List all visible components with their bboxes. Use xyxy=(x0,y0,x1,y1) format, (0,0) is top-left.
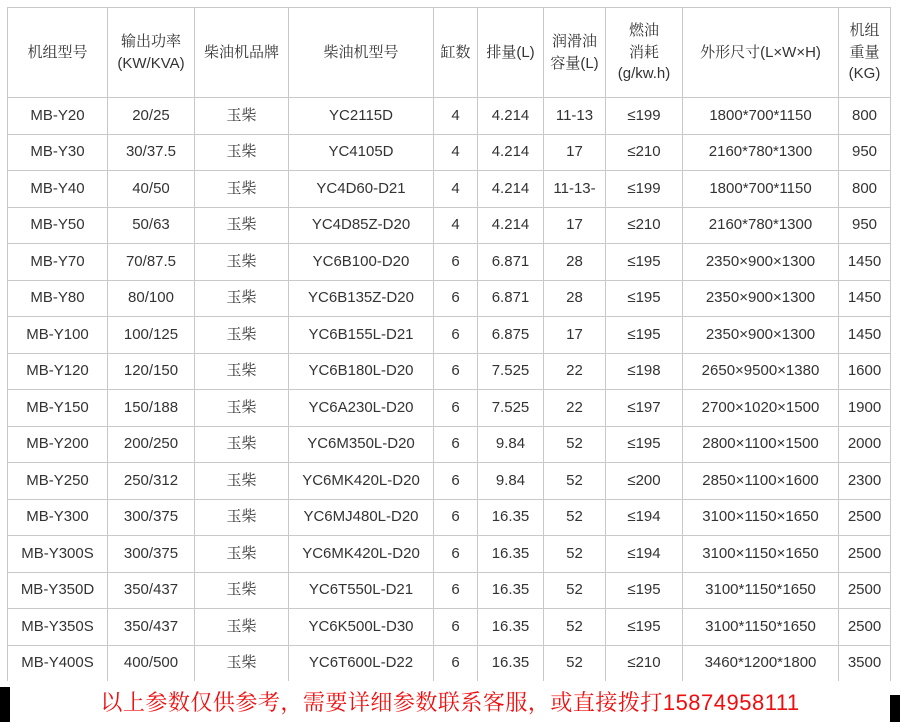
table-cell: MB-Y50 xyxy=(8,207,108,244)
table-row xyxy=(8,171,891,208)
column-header: 机组 重量 (KG) xyxy=(839,8,891,98)
table-cell: MB-Y150 xyxy=(8,390,108,427)
table-cell: MB-Y350D xyxy=(8,572,108,609)
table-cell: 3460*1200*1800 xyxy=(683,645,839,682)
table-cell: 4 xyxy=(434,171,478,208)
table-cell: 150/188 xyxy=(108,390,195,427)
table-cell: MB-Y40 xyxy=(8,171,108,208)
table-row xyxy=(8,499,891,536)
table-cell: 2800×1100×1500 xyxy=(683,426,839,463)
table-cell: 11-13 xyxy=(544,98,606,135)
table-row xyxy=(8,353,891,390)
table-cell: ≤210 xyxy=(606,134,683,171)
black-corner-left xyxy=(0,687,10,722)
table-row xyxy=(8,317,891,354)
table-cell: 6 xyxy=(434,536,478,573)
table-cell: 6.871 xyxy=(478,280,544,317)
table-cell: 2160*780*1300 xyxy=(683,207,839,244)
table-cell: MB-Y120 xyxy=(8,353,108,390)
table-cell: YC6T600L-D22 xyxy=(289,645,434,682)
table-cell: 6 xyxy=(434,390,478,427)
table-cell: 2500 xyxy=(839,572,891,609)
footer-band xyxy=(0,681,900,722)
table-cell: 1450 xyxy=(839,244,891,281)
table-cell: 80/100 xyxy=(108,280,195,317)
table-cell: ≤210 xyxy=(606,207,683,244)
contact-notice: 以上参数仅供参考，需要详细参数联系客服，或直接拨打15874958111 xyxy=(100,690,800,715)
table-cell: 16.35 xyxy=(478,609,544,646)
table-cell: 1450 xyxy=(839,317,891,354)
table-cell: 100/125 xyxy=(108,317,195,354)
table-cell: 6 xyxy=(434,572,478,609)
table-cell: YC6M350L-D20 xyxy=(289,426,434,463)
table-cell: 30/37.5 xyxy=(108,134,195,171)
table-cell: 200/250 xyxy=(108,426,195,463)
table-cell: MB-Y70 xyxy=(8,244,108,281)
table-cell: 28 xyxy=(544,280,606,317)
table-cell: YC6MK420L-D20 xyxy=(289,463,434,500)
table-body xyxy=(8,98,891,682)
table-cell: 2160*780*1300 xyxy=(683,134,839,171)
table-cell: 300/375 xyxy=(108,499,195,536)
table-cell: 120/150 xyxy=(108,353,195,390)
table-cell: ≤198 xyxy=(606,353,683,390)
table-cell: 2700×1020×1500 xyxy=(683,390,839,427)
table-cell: 玉柴 xyxy=(195,499,289,536)
table-cell: 2650×9500×1380 xyxy=(683,353,839,390)
table-cell: ≤195 xyxy=(606,244,683,281)
table-cell: 4 xyxy=(434,207,478,244)
table-cell: 1800*700*1150 xyxy=(683,171,839,208)
table-cell: 800 xyxy=(839,171,891,208)
table-row xyxy=(8,645,891,682)
table-cell: ≤200 xyxy=(606,463,683,500)
table-cell: ≤194 xyxy=(606,499,683,536)
table-row xyxy=(8,390,891,427)
table-cell: ≤199 xyxy=(606,171,683,208)
table-cell: YC6B100-D20 xyxy=(289,244,434,281)
table-cell: 1800*700*1150 xyxy=(683,98,839,135)
table-cell: 400/500 xyxy=(108,645,195,682)
table-cell: 玉柴 xyxy=(195,426,289,463)
table-cell: 16.35 xyxy=(478,645,544,682)
table-row xyxy=(8,207,891,244)
table-cell: 2500 xyxy=(839,536,891,573)
table-cell: ≤197 xyxy=(606,390,683,427)
table-cell: YC2115D xyxy=(289,98,434,135)
table-cell: 2000 xyxy=(839,426,891,463)
table-cell: 6 xyxy=(434,280,478,317)
table-cell: 4 xyxy=(434,98,478,135)
table-cell: 22 xyxy=(544,390,606,427)
table-cell: YC6MJ480L-D20 xyxy=(289,499,434,536)
table-cell: 16.35 xyxy=(478,499,544,536)
table-cell: ≤195 xyxy=(606,572,683,609)
table-cell: 52 xyxy=(544,426,606,463)
table-cell: 16.35 xyxy=(478,536,544,573)
table-cell: YC4D60-D21 xyxy=(289,171,434,208)
black-corner-right xyxy=(890,695,900,722)
table-cell: MB-Y200 xyxy=(8,426,108,463)
table-cell: 3100×1150×1650 xyxy=(683,499,839,536)
table-row xyxy=(8,609,891,646)
table-cell: 350/437 xyxy=(108,609,195,646)
table-cell: MB-Y20 xyxy=(8,98,108,135)
table-cell: 800 xyxy=(839,98,891,135)
table-cell: ≤195 xyxy=(606,426,683,463)
table-row xyxy=(8,280,891,317)
table-cell: 250/312 xyxy=(108,463,195,500)
column-header: 机组型号 xyxy=(8,8,108,98)
table-cell: 22 xyxy=(544,353,606,390)
table-cell: 4.214 xyxy=(478,134,544,171)
table-cell: 3100×1150×1650 xyxy=(683,536,839,573)
table-cell: 玉柴 xyxy=(195,536,289,573)
table-cell: 4 xyxy=(434,134,478,171)
column-header: 柴油机品牌 xyxy=(195,8,289,98)
table-row xyxy=(8,463,891,500)
table-cell: 玉柴 xyxy=(195,244,289,281)
table-cell: 玉柴 xyxy=(195,463,289,500)
table-cell: 4.214 xyxy=(478,98,544,135)
column-header: 燃油 消耗 (g/kw.h) xyxy=(606,8,683,98)
table-cell: 7.525 xyxy=(478,390,544,427)
table-cell: 2500 xyxy=(839,499,891,536)
table-cell: 70/87.5 xyxy=(108,244,195,281)
table-cell: ≤210 xyxy=(606,645,683,682)
column-header: 外形尺寸(L×W×H) xyxy=(683,8,839,98)
table-cell: 玉柴 xyxy=(195,645,289,682)
table-cell: 6.875 xyxy=(478,317,544,354)
table-cell: YC4105D xyxy=(289,134,434,171)
table-row xyxy=(8,536,891,573)
generator-spec-table xyxy=(7,7,891,682)
table-cell: 1600 xyxy=(839,353,891,390)
table-cell: 28 xyxy=(544,244,606,281)
table-cell: 玉柴 xyxy=(195,98,289,135)
table-cell: 7.525 xyxy=(478,353,544,390)
table-cell: 玉柴 xyxy=(195,572,289,609)
table-cell: 6 xyxy=(434,463,478,500)
table-cell: 52 xyxy=(544,609,606,646)
table-row xyxy=(8,134,891,171)
table-cell: 3100*1150*1650 xyxy=(683,572,839,609)
table-cell: ≤195 xyxy=(606,317,683,354)
table-row xyxy=(8,244,891,281)
table-cell: MB-Y350S xyxy=(8,609,108,646)
table-header-row xyxy=(8,8,891,98)
table-cell: 950 xyxy=(839,134,891,171)
table-cell: 50/63 xyxy=(108,207,195,244)
table-cell: YC6T550L-D21 xyxy=(289,572,434,609)
table-cell: 2500 xyxy=(839,609,891,646)
table-cell: 6 xyxy=(434,499,478,536)
table-cell: 玉柴 xyxy=(195,353,289,390)
table-cell: 52 xyxy=(544,463,606,500)
table-cell: 40/50 xyxy=(108,171,195,208)
table-cell: 17 xyxy=(544,317,606,354)
table-row xyxy=(8,98,891,135)
column-header: 柴油机型号 xyxy=(289,8,434,98)
column-header: 润滑油 容量(L) xyxy=(544,8,606,98)
table-cell: 6 xyxy=(434,317,478,354)
table-cell: ≤194 xyxy=(606,536,683,573)
table-cell: 2350×900×1300 xyxy=(683,317,839,354)
table-cell: 6 xyxy=(434,609,478,646)
column-header: 缸数 xyxy=(434,8,478,98)
table-cell: 52 xyxy=(544,499,606,536)
table-cell: 16.35 xyxy=(478,572,544,609)
table-cell: ≤195 xyxy=(606,609,683,646)
table-cell: 6 xyxy=(434,645,478,682)
table-cell: 300/375 xyxy=(108,536,195,573)
table-cell: 3500 xyxy=(839,645,891,682)
table-cell: MB-Y80 xyxy=(8,280,108,317)
table-cell: YC6K500L-D30 xyxy=(289,609,434,646)
column-header: 排量(L) xyxy=(478,8,544,98)
table-cell: YC4D85Z-D20 xyxy=(289,207,434,244)
table-cell: 玉柴 xyxy=(195,280,289,317)
table-cell: MB-Y30 xyxy=(8,134,108,171)
table-cell: YC6B180L-D20 xyxy=(289,353,434,390)
table-cell: 6.871 xyxy=(478,244,544,281)
table-cell: 2350×900×1300 xyxy=(683,280,839,317)
table-cell: YC6B155L-D21 xyxy=(289,317,434,354)
table-cell: 17 xyxy=(544,134,606,171)
table-row xyxy=(8,426,891,463)
table-cell: MB-Y400S xyxy=(8,645,108,682)
table-cell: ≤195 xyxy=(606,280,683,317)
table-cell: 玉柴 xyxy=(195,171,289,208)
table-cell: 玉柴 xyxy=(195,390,289,427)
table-cell: MB-Y300S xyxy=(8,536,108,573)
table-cell: YC6A230L-D20 xyxy=(289,390,434,427)
table-cell: YC6MK420L-D20 xyxy=(289,536,434,573)
table-cell: 2850×1100×1600 xyxy=(683,463,839,500)
table-cell: 950 xyxy=(839,207,891,244)
table-cell: 玉柴 xyxy=(195,207,289,244)
table-cell: YC6B135Z-D20 xyxy=(289,280,434,317)
table-cell: 1900 xyxy=(839,390,891,427)
table-cell: 4.214 xyxy=(478,207,544,244)
table-cell: 52 xyxy=(544,645,606,682)
table-cell: 52 xyxy=(544,536,606,573)
table-cell: 6 xyxy=(434,244,478,281)
table-cell: 6 xyxy=(434,353,478,390)
table-cell: ≤199 xyxy=(606,98,683,135)
table-cell: 玉柴 xyxy=(195,134,289,171)
table-cell: 6 xyxy=(434,426,478,463)
table-cell: MB-Y100 xyxy=(8,317,108,354)
table-row xyxy=(8,572,891,609)
table-cell: 17 xyxy=(544,207,606,244)
column-header: 输出功率 (KW/KVA) xyxy=(108,8,195,98)
table-cell: 9.84 xyxy=(478,463,544,500)
table-cell: 52 xyxy=(544,572,606,609)
table-cell: 玉柴 xyxy=(195,609,289,646)
table-cell: 1450 xyxy=(839,280,891,317)
table-cell: 2300 xyxy=(839,463,891,500)
table-cell: 2350×900×1300 xyxy=(683,244,839,281)
table-cell: MB-Y300 xyxy=(8,499,108,536)
table-cell: MB-Y250 xyxy=(8,463,108,500)
table-cell: 11-13- xyxy=(544,171,606,208)
table-cell: 9.84 xyxy=(478,426,544,463)
table-cell: 4.214 xyxy=(478,171,544,208)
table-cell: 20/25 xyxy=(108,98,195,135)
table-cell: 3100*1150*1650 xyxy=(683,609,839,646)
table-cell: 玉柴 xyxy=(195,317,289,354)
table-cell: 350/437 xyxy=(108,572,195,609)
